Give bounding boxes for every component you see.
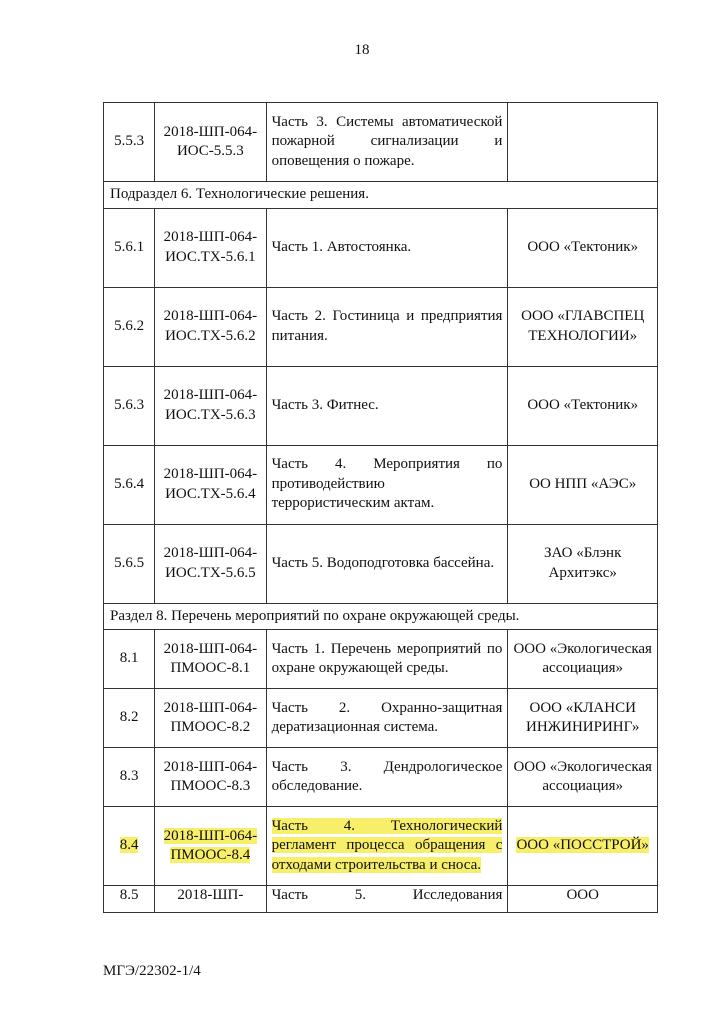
document-title: Часть 3. Фитнес. [266, 366, 508, 445]
table-row [104, 366, 658, 445]
section-title: Подраздел 6. Технологические решения. [104, 182, 658, 209]
document-code [155, 807, 266, 886]
table-row [104, 689, 658, 748]
document-title [266, 807, 508, 886]
document-title: Часть 2. Охранно-защитная дератизационная система. [266, 689, 508, 748]
document-title: Часть 5. Исследования [266, 886, 508, 913]
organization: ООО [508, 886, 658, 913]
document-code: 2018-ШП-064-ИОС.ТХ-5.6.3 [155, 366, 266, 445]
row-number: 5.6.5 [104, 524, 155, 603]
organization: ООО «Экологическая ассоциация» [508, 630, 658, 689]
row-number: 8.3 [104, 748, 155, 807]
document-title: Часть 4. Мероприятия по противодействию террористическим актам. [266, 445, 508, 524]
document-title: Часть 1. Перечень мероприятий по охране окружающей среды. [266, 630, 508, 689]
section-header-row [104, 182, 658, 209]
organization: ООО «КЛАНСИ ИНЖИНИРИНГ» [508, 689, 658, 748]
row-number: 8.2 [104, 689, 155, 748]
table-row [104, 208, 658, 287]
organization: ООО «Экологическая ассоциация» [508, 748, 658, 807]
document-title: Часть 2. Гостиница и предприятия питания. [266, 287, 508, 366]
document-title: Часть 3. Дендрологическое обследование. [266, 748, 508, 807]
row-number [104, 807, 155, 886]
document-title: Часть 1. Автостоянка. [266, 208, 508, 287]
table-row [104, 445, 658, 524]
page-number: 18 [354, 42, 370, 58]
document-code: 2018-ШП-064-ПМООС-8.1 [155, 630, 266, 689]
organization: ЗАО «Блэнк Архитэкс» [508, 524, 658, 603]
document-code: 2018-ШП-064-ИОС-5.5.3 [155, 103, 266, 182]
row-number: 5.6.1 [104, 208, 155, 287]
highlighted-text: Часть 4. Технологический регламент процесса обращения с отходами строительства и сноса. [271, 817, 503, 873]
documents-table [103, 102, 658, 913]
section-header-row [104, 603, 658, 630]
highlighted-text: 8.4 [119, 837, 139, 854]
table-row [104, 103, 658, 182]
row-number: 5.6.4 [104, 445, 155, 524]
row-number: 5.5.3 [104, 103, 155, 182]
table-row-highlighted [104, 807, 658, 886]
document-code: 2018-ШП-064-ПМООС-8.2 [155, 689, 266, 748]
document-code: 2018-ШП-064-ИОС.ТХ-5.6.5 [155, 524, 266, 603]
organization [508, 807, 658, 886]
row-number: 8.1 [104, 630, 155, 689]
organization: ООО «Тектоник» [508, 366, 658, 445]
table-row [104, 287, 658, 366]
table-row [104, 748, 658, 807]
document-code: 2018-ШП- [155, 886, 266, 913]
organization [508, 103, 658, 182]
table-row [104, 524, 658, 603]
document-code-footer: МГЭ/22302-1/4 [103, 963, 201, 979]
document-code: 2018-ШП-064-ИОС.ТХ-5.6.1 [155, 208, 266, 287]
organization: ООО «ГЛАВСПЕЦ ТЕХНОЛОГИИ» [508, 287, 658, 366]
highlighted-text: ООО «ПОССТРОЙ» [516, 837, 649, 854]
document-code: 2018-ШП-064-ПМООС-8.3 [155, 748, 266, 807]
table-row [104, 630, 658, 689]
document-code: 2018-ШП-064-ИОС.ТХ-5.6.4 [155, 445, 266, 524]
row-number: 5.6.3 [104, 366, 155, 445]
table-row [104, 886, 658, 913]
organization: ООО «Тектоник» [508, 208, 658, 287]
row-number: 5.6.2 [104, 287, 155, 366]
section-title: Раздел 8. Перечень мероприятий по охране окружающей среды. [104, 603, 658, 630]
organization: ОО НПП «АЭС» [508, 445, 658, 524]
document-title: Часть 5. Водоподготовка бассейна. [266, 524, 508, 603]
document-code: 2018-ШП-064-ИОС.ТХ-5.6.2 [155, 287, 266, 366]
highlighted-text: 2018-ШП-064-ПМООС-8.4 [163, 827, 258, 863]
row-number: 8.5 [104, 886, 155, 913]
document-title: Часть 3. Системы автоматической пожарной сигнализации и оповещения о пожаре. [266, 103, 508, 182]
